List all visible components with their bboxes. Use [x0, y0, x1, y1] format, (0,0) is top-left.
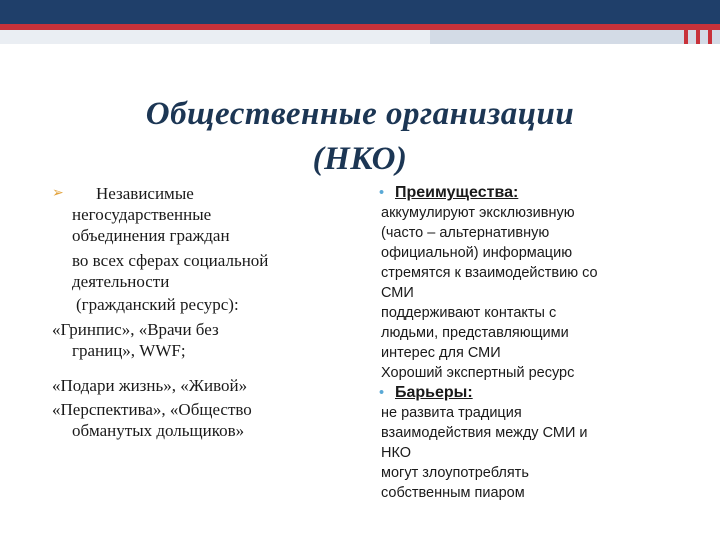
barrier-line: не развита традиция [381, 405, 522, 421]
top-bar-stripe [696, 24, 700, 44]
top-bar-stripe [708, 24, 712, 44]
top-decorative-bar [0, 0, 720, 46]
left-line: границ», WWF; [72, 341, 186, 360]
barrier-line: собственным пиаром [381, 485, 525, 501]
left-line: деятельности [72, 272, 170, 291]
dot-bullet-icon: • [379, 385, 385, 401]
advantages-heading: Преимущества: [395, 184, 519, 201]
left-line: Независимые [96, 184, 194, 203]
left-line: «Подари жизнь», «Живой» [52, 376, 248, 395]
title-line: Общественные организации [145, 96, 575, 132]
barrier-line: взаимодействия между СМИ и [381, 425, 588, 441]
left-line: обманутых дольщиков» [72, 421, 245, 440]
barriers-heading: Барьеры: [395, 384, 473, 401]
title-line: (НКО) [312, 141, 408, 177]
barrier-line: НКО [381, 445, 412, 461]
advantage-line: официальной) информацию [381, 245, 573, 261]
left-column [52, 183, 352, 441]
barrier-line: могут злоупотреблять [381, 465, 529, 481]
top-bar-band [430, 30, 720, 44]
barriers-heading-row [381, 383, 681, 403]
advantage-line: людьми, представляющими [381, 325, 569, 341]
advantage-line: Хороший экспертный ресурс [381, 365, 575, 381]
left-line: «Гринпис», «Врачи без [52, 320, 219, 339]
advantages-heading-row [381, 183, 681, 203]
top-bar-stripe [684, 24, 688, 44]
top-bar-navy [0, 0, 720, 24]
advantage-line: (часто – альтернативную [381, 225, 550, 241]
left-line: «Перспектива», «Общество [52, 400, 252, 419]
arrow-bullet-icon: ➢ [52, 186, 64, 201]
left-line: (гражданский ресурс): [76, 295, 239, 314]
advantage-line: стремятся к взаимодействию со [381, 265, 598, 281]
advantage-line: СМИ [381, 285, 414, 301]
right-column [381, 183, 681, 503]
left-line: во всех сферах социальной [72, 251, 269, 270]
advantage-line: поддерживают контакты с [381, 305, 557, 321]
advantage-line: аккумулируют эксклюзивную [381, 205, 575, 221]
advantage-line: интерес для СМИ [381, 345, 501, 361]
left-line: объединения граждан [72, 226, 230, 245]
slide-title [40, 92, 680, 182]
left-line: негосударственные [72, 205, 212, 224]
dot-bullet-icon: • [379, 185, 385, 201]
